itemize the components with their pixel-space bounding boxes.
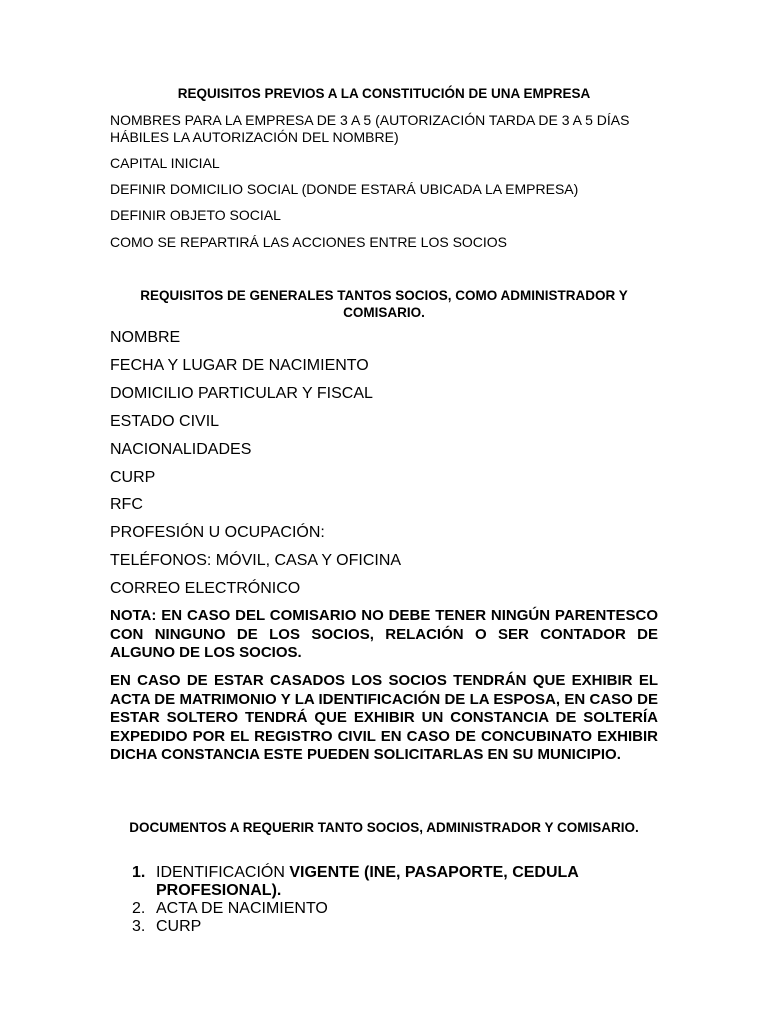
section3-heading: DOCUMENTOS A REQUERIR TANTO SOCIOS, ADMINISTRADOR Y COMISARIO. [129,820,639,835]
list-number: 1. [132,864,146,881]
list-text: ACTA DE NACIMIENTO [156,900,328,917]
list-number: 2. [132,900,146,917]
section1-item: CAPITAL INICIAL [110,155,220,171]
section1-item: NOMBRES PARA LA EMPRESA DE 3 A 5 (AUTORIZACIÓN TARDA DE 3 A 5 DÍAS HÁBILES LA AUTORIZACIÓN DEL NOMBRE) [110,112,630,145]
commissioner-note: NOTA: EN CASO DEL COMISARIO NO DEBE TENER NINGÚN PARENTESCO CON NINGUNO DE LOS SOCIOS, RELACIÓN O SER CONTADOR DE ALGUNO DE LOS SOCIOS. [110,607,658,661]
documents-list [110,864,658,936]
list-item [110,900,658,918]
section1-item: DEFINIR DOMICILIO SOCIAL (DONDE ESTARÁ UBICADA LA EMPRESA) [110,181,579,197]
section2-item: TELÉFONOS: MÓVIL, CASA Y OFICINA [110,552,402,569]
section2-item: RFC [110,496,143,513]
list-text: CURP [156,918,202,935]
section1-heading: REQUISITOS PREVIOS A LA CONSTITUCIÓN DE UNA EMPRESA [177,86,591,101]
marital-status-note: EN CASO DE ESTAR CASADOS LOS SOCIOS TENDRÁN QUE EXHIBIR EL ACTA DE MATRIMONIO Y LA IDENTIFICACIÓN DE LA ESPOSA, EN CASO DE ESTAR SOLTERO TENDRÁ QUE EXHIBIR UN CONSTANCIA DE SOLTERÍA EXPEDIDO POR EL REGISTRO CIVIL EN CASO DE CONCUBINATO EXHIBIR DICHA CONSTANCIA ESTE PUEDEN SOLICITARLAS EN SU MUNICIPIO. [110,672,658,763]
section1-item: COMO SE REPARTIRÁ LAS ACCIONES ENTRE LOS SOCIOS [110,234,508,250]
list-number: 3. [132,918,146,935]
section2-heading: REQUISITOS DE GENERALES TANTOS SOCIOS, COMO ADMINISTRADOR Y COMISARIO. [140,288,628,320]
list-item [110,918,658,936]
section2-item: NACIONALIDADES [110,441,252,458]
section2-item: ESTADO CIVIL [110,413,220,430]
section2-item: FECHA Y LUGAR DE NACIMIENTO [110,357,369,374]
section2-item: PROFESIÓN U OCUPACIÓN: [110,524,325,541]
section2-item: NOMBRE [110,329,181,346]
section2-item: CORREO ELECTRÓNICO [110,580,301,597]
section1-item: DEFINIR OBJETO SOCIAL [110,207,281,223]
section2-item: CURP [110,469,156,486]
section2-item: DOMICILIO PARTICULAR Y FISCAL [110,385,373,402]
list-text: IDENTIFICACIÓN [156,864,290,881]
list-item [110,864,658,900]
list-text-bold: VIGENTE (INE, PASAPORTE, CEDULA PROFESIONAL). [156,864,579,899]
